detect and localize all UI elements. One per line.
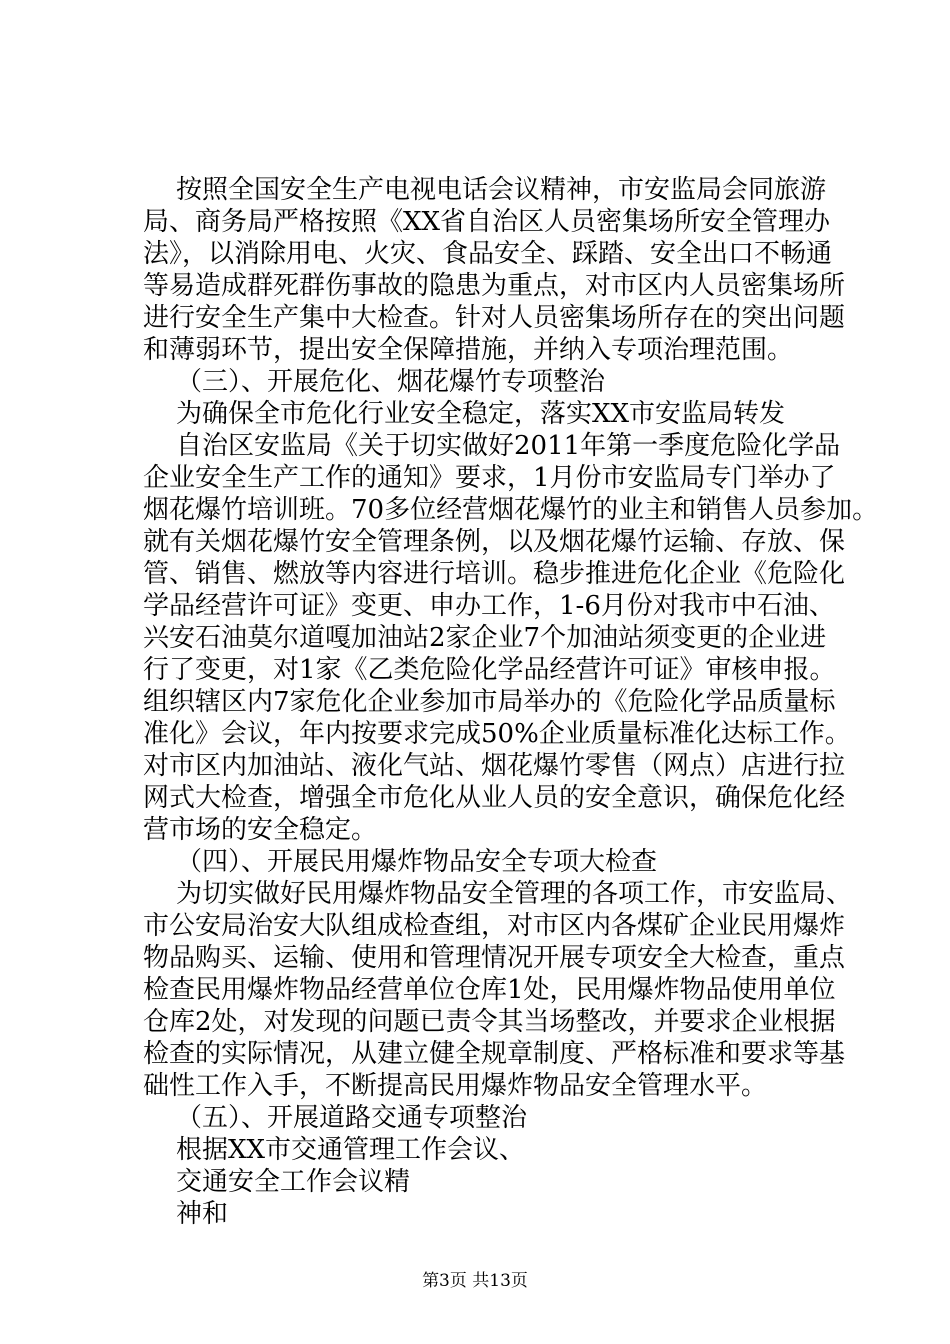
paragraph-line: 准化》会议，年内按要求完成50%企业质量标准化达标工作。: [143, 719, 851, 749]
paragraph-line: 管、销售、燃放等内容进行培训。稳步推进危化企业《危险化: [143, 559, 846, 589]
paragraph-line: 组织辖区内7家危化企业参加市局举办的《危险化学品质量标: [143, 687, 836, 717]
paragraph-line: 市公安局治安大队组成检查组，对市区内各煤矿企业民用爆炸: [143, 911, 846, 941]
paragraph-line: 行了变更，对1家《乙类危险化学品经营许可证》审核申报。: [143, 655, 836, 685]
paragraph-line: 网式大检查，增强全市危化从业人员的安全意识，确保危化经: [143, 783, 846, 813]
paragraph-line: 和薄弱环节，提出安全保障措施，并纳入专项治理范围。: [143, 335, 794, 365]
paragraph-line: 烟花爆竹培训班。70多位经营烟花爆竹的业主和销售人员参加。: [143, 495, 879, 525]
paragraph-line: 检查的实际情况，从建立健全规章制度、严格标准和要求等基: [143, 1039, 846, 1069]
paragraph-line: 仓库2处，对发现的问题已责令其当场整改，并要求企业根据: [143, 1007, 836, 1037]
section-heading: （五）、开展道路交通专项整治: [176, 1103, 528, 1133]
paragraph-line: 神和: [176, 1199, 229, 1229]
section-heading: （四）、开展民用爆炸物品安全专项大检查: [176, 847, 658, 877]
paragraph-line: 础性工作入手，不断提高民用爆炸物品安全管理水平。: [143, 1071, 768, 1101]
paragraph-line: 学品经营许可证》变更、申办工作，1-6月份对我市中石油、: [143, 591, 835, 621]
paragraph-line: 等易造成群死群伤事故的隐患为重点，对市区内人员密集场所: [143, 271, 846, 301]
paragraph-line: 法》，以消除用电、火灾、食品安全、踩踏、安全出口不畅通: [143, 239, 833, 269]
paragraph-line: 就有关烟花爆竹安全管理条例，以及烟花爆竹运输、存放、保: [143, 527, 846, 557]
paragraph-line: 进行安全生产集中大检查。针对人员密集场所存在的突出问题: [143, 303, 846, 333]
paragraph-line: 按照全国安全生产电视电话会议精神，市安监局会同旅游: [176, 175, 827, 205]
paragraph-line: 兴安石油莫尔道嘎加油站2家企业7个加油站须变更的企业进: [143, 623, 827, 653]
paragraph-line: 自治区安监局《关于切实做好2011年第一季度危险化学品: [176, 431, 841, 461]
section-heading: （三）、开展危化、烟花爆竹专项整治: [176, 367, 606, 397]
paragraph-line: 交通安全工作会议精: [176, 1167, 411, 1197]
paragraph-line: 局、商务局严格按照《XX省自治区人员密集场所安全管理办: [143, 207, 831, 237]
paragraph-line: 检查民用爆炸物品经营单位仓库1处，民用爆炸物品使用单位: [143, 975, 836, 1005]
paragraph-line: 为切实做好民用爆炸物品安全管理的各项工作，市安监局、: [176, 879, 853, 909]
paragraph-line: 企业安全生产工作的通知》要求，1月份市安监局专门举办了: [143, 463, 836, 493]
paragraph-line: 物品购买、运输、使用和管理情况开展专项安全大检查，重点: [143, 943, 846, 973]
page-number-footer: 第3页 共13页: [422, 1271, 528, 1291]
paragraph-line: 对市区内加油站、液化气站、烟花爆竹零售（网点）店进行拉: [143, 751, 846, 781]
paragraph-line: 营市场的安全稳定。: [143, 815, 378, 845]
paragraph-line: 根据XX市交通管理工作会议、: [176, 1135, 526, 1165]
paragraph-line: 为确保全市危化行业安全稳定，落实XX市安监局转发: [176, 399, 786, 429]
